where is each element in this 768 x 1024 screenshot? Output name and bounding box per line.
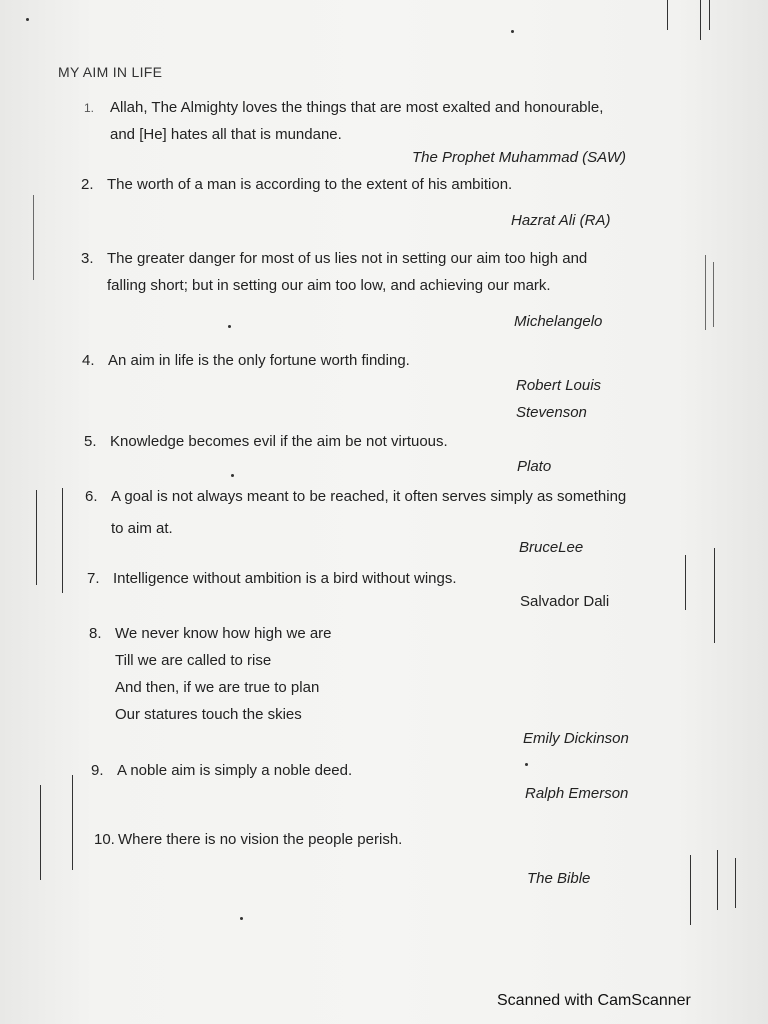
quote-line: A goal is not always meant to be reached, it often serves simply as something <box>111 488 627 505</box>
quote-line: An aim in life is the only fortune worth finding. <box>108 352 410 369</box>
quote-author: Michelangelo <box>514 313 603 330</box>
quote-line: Till we are called to rise <box>115 652 272 669</box>
scan-artifact-line <box>690 855 691 925</box>
scan-artifact-line <box>33 195 34 280</box>
quote-number: 8. <box>89 625 102 642</box>
quote-line: A noble aim is simply a noble deed. <box>117 762 353 779</box>
quote-item <box>89 620 332 723</box>
scan-artifact-line <box>36 490 37 585</box>
quote-line: The worth of a man is according to the extent of his ambition. <box>107 176 513 193</box>
quote-line: We never know how high we are <box>115 625 332 642</box>
quote-item <box>84 428 448 455</box>
scan-artifact-line <box>685 555 686 610</box>
speck <box>231 474 234 477</box>
quote-item <box>82 347 410 374</box>
quote-line: Where there is no vision the people perish. <box>118 831 403 848</box>
quote-author: Ralph Emerson <box>525 785 629 802</box>
quote-number: 3. <box>81 250 94 267</box>
quote-author: The Prophet Muhammad (SAW) <box>412 149 626 166</box>
quote-author: Plato <box>517 458 552 475</box>
scan-artifact-line <box>667 0 668 30</box>
scan-artifact-line <box>709 0 710 30</box>
author-line: Robert Louis <box>516 377 602 394</box>
quote-line: And then, if we are true to plan <box>115 679 320 696</box>
quote-number: 1. <box>84 101 95 115</box>
camscanner-watermark: Scanned with CamScanner <box>497 992 691 1009</box>
quote-line: Allah, The Almighty loves the things that are most exalted and honourable, <box>110 99 604 116</box>
quote-author: The Bible <box>527 870 591 887</box>
scan-artifact-line <box>72 775 73 870</box>
scan-artifact-line <box>705 255 706 330</box>
speck <box>525 763 528 766</box>
scan-artifact-line <box>700 0 701 40</box>
quote-line: Intelligence without ambition is a bird without wings. <box>113 570 457 587</box>
speck <box>26 18 29 21</box>
quote-number: 2. <box>81 176 94 193</box>
quote-item <box>85 483 627 537</box>
scan-artifact-line <box>713 262 714 327</box>
speck <box>511 30 514 33</box>
quote-item <box>81 171 513 198</box>
scan-artifact-line <box>717 850 718 910</box>
quote-number: 9. <box>91 762 104 779</box>
speck <box>240 917 243 920</box>
quote-number: 10. <box>94 831 115 848</box>
scan-artifact-line <box>40 785 41 880</box>
quote-item <box>87 565 457 592</box>
quote-item <box>91 757 353 784</box>
quote-line: Knowledge becomes evil if the aim be not virtuous. <box>110 433 448 450</box>
scan-artifact-line <box>735 858 736 908</box>
quote-line: Our statures touch the skies <box>115 706 302 723</box>
quote-author: Emily Dickinson <box>523 730 629 747</box>
scan-artifact-line <box>62 488 63 593</box>
author-line: Stevenson <box>516 404 587 421</box>
quote-number: 5. <box>84 433 97 450</box>
speck <box>228 325 231 328</box>
quote-item <box>81 245 588 294</box>
scan-artifact-line <box>714 548 715 643</box>
quote-item <box>94 826 403 853</box>
quote-line: The greater danger for most of us lies not in setting our aim too high and <box>107 250 588 267</box>
quote-line: and [He] hates all that is mundane. <box>110 126 342 143</box>
quote-author <box>516 372 601 426</box>
quote-author: BruceLee <box>519 539 584 556</box>
quote-number: 4. <box>82 352 95 369</box>
page-title: MY AIM IN LIFE <box>58 64 163 80</box>
quote-author: Hazrat Ali (RA) <box>511 212 611 229</box>
quote-number: 7. <box>87 570 100 587</box>
quote-line: falling short; but in setting our aim too low, and achieving our mark. <box>107 277 551 294</box>
quote-item <box>84 94 604 143</box>
quote-line: to aim at. <box>111 520 173 537</box>
quote-author: Salvador Dali <box>520 593 610 610</box>
quote-number: 6. <box>85 488 98 505</box>
